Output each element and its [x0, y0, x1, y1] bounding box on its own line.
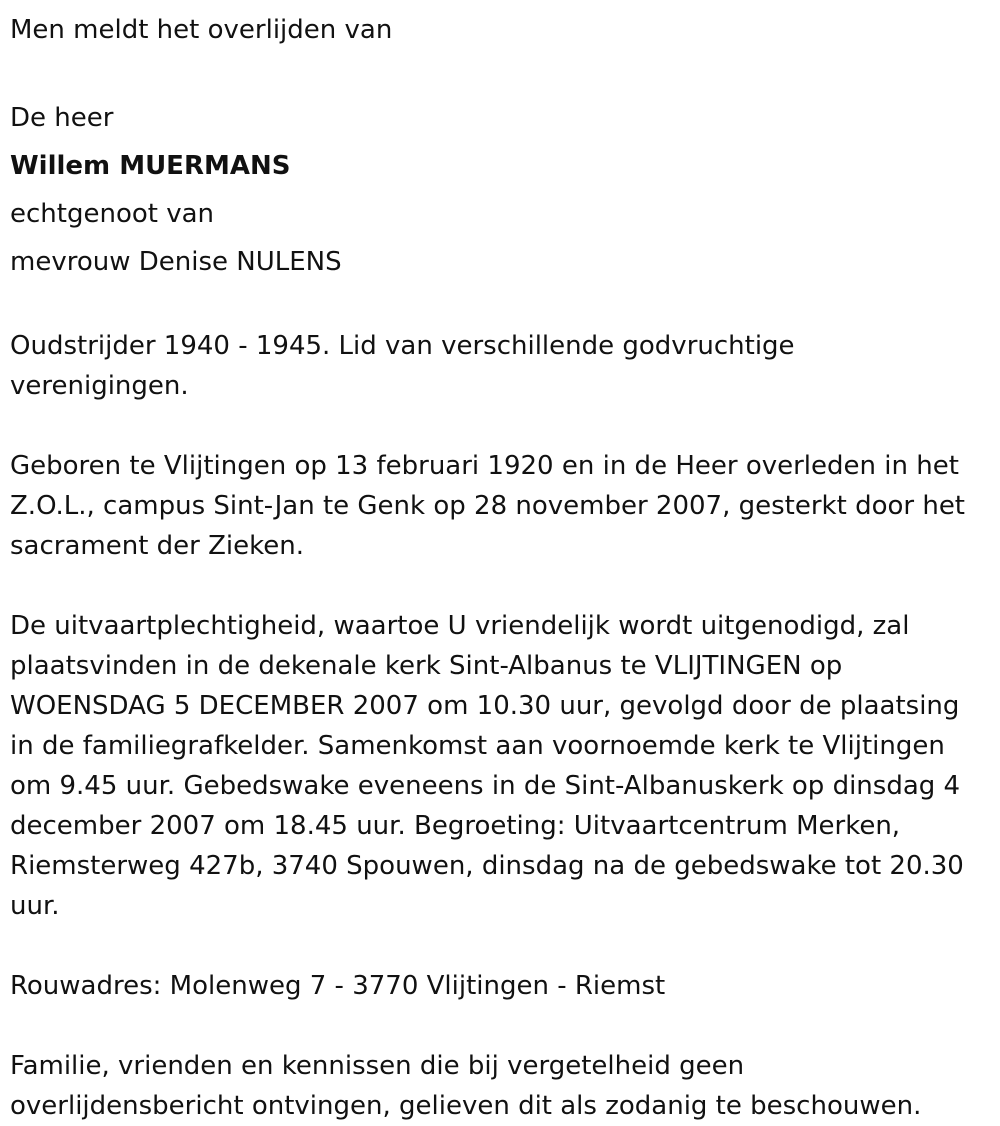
spacer [10, 406, 985, 446]
spacer [10, 286, 985, 326]
spacer [10, 566, 985, 606]
funeral-info-line: uur. [10, 891, 60, 921]
death-notice [10, 6, 985, 1126]
funeral-info-line: WOENSDAG 5 DECEMBER 2007 om 10.30 uur, gevolgd door de plaatsing [10, 691, 960, 721]
intro-text: Men meldt het overlijden van [10, 15, 393, 45]
salutation: De heer [10, 103, 114, 133]
birth-death-line: Geboren te Vlijtingen op 13 februari 1920 en in de Heer overleden in het [10, 451, 959, 481]
spacer [10, 1006, 985, 1046]
funeral-info-line: in de familiegrafkelder. Samenkomst aan voornoemde kerk te Vlijtingen [10, 731, 945, 761]
closing-line: overlijdensbericht ontvingen, gelieven dit als zodanig te beschouwen. [10, 1091, 922, 1121]
birth-death-line: sacrament der Zieken. [10, 531, 305, 561]
mourning-address: Rouwadres: Molenweg 7 - 3770 Vlijtingen - Riemst [10, 971, 666, 1001]
spouse-name: mevrouw Denise NULENS [10, 247, 342, 277]
closing-line: Familie, vrienden en kennissen die bij vergetelheid geen [10, 1051, 745, 1081]
funeral-info-line: De uitvaartplechtigheid, waartoe U vriendelijk wordt uitgenodigd, zal [10, 611, 910, 641]
funeral-info-line: Riemsterweg 427b, 3740 Spouwen, dinsdag na de gebedswake tot 20.30 [10, 851, 964, 881]
spouse-relation: echtgenoot van [10, 199, 215, 229]
funeral-info-line: december 2007 om 18.45 uur. Begroeting: Uitvaartcentrum Merken, [10, 811, 901, 841]
deceased-name: Willem MUERMANS [10, 151, 291, 181]
funeral-info-line: plaatsvinden in de dekenale kerk Sint-Albanus te VLIJTINGEN op [10, 651, 843, 681]
funeral-info-line: om 9.45 uur. Gebedswake eveneens in de Sint-Albanuskerk op dinsdag 4 [10, 771, 961, 801]
bio-line: Oudstrijder 1940 - 1945. Lid van verschillende godvruchtige [10, 331, 795, 361]
birth-death-line: Z.O.L., campus Sint-Jan te Genk op 28 november 2007, gesterkt door het [10, 491, 966, 521]
spacer [10, 54, 985, 94]
bio-line: verenigingen. [10, 371, 189, 401]
spacer [10, 926, 985, 966]
